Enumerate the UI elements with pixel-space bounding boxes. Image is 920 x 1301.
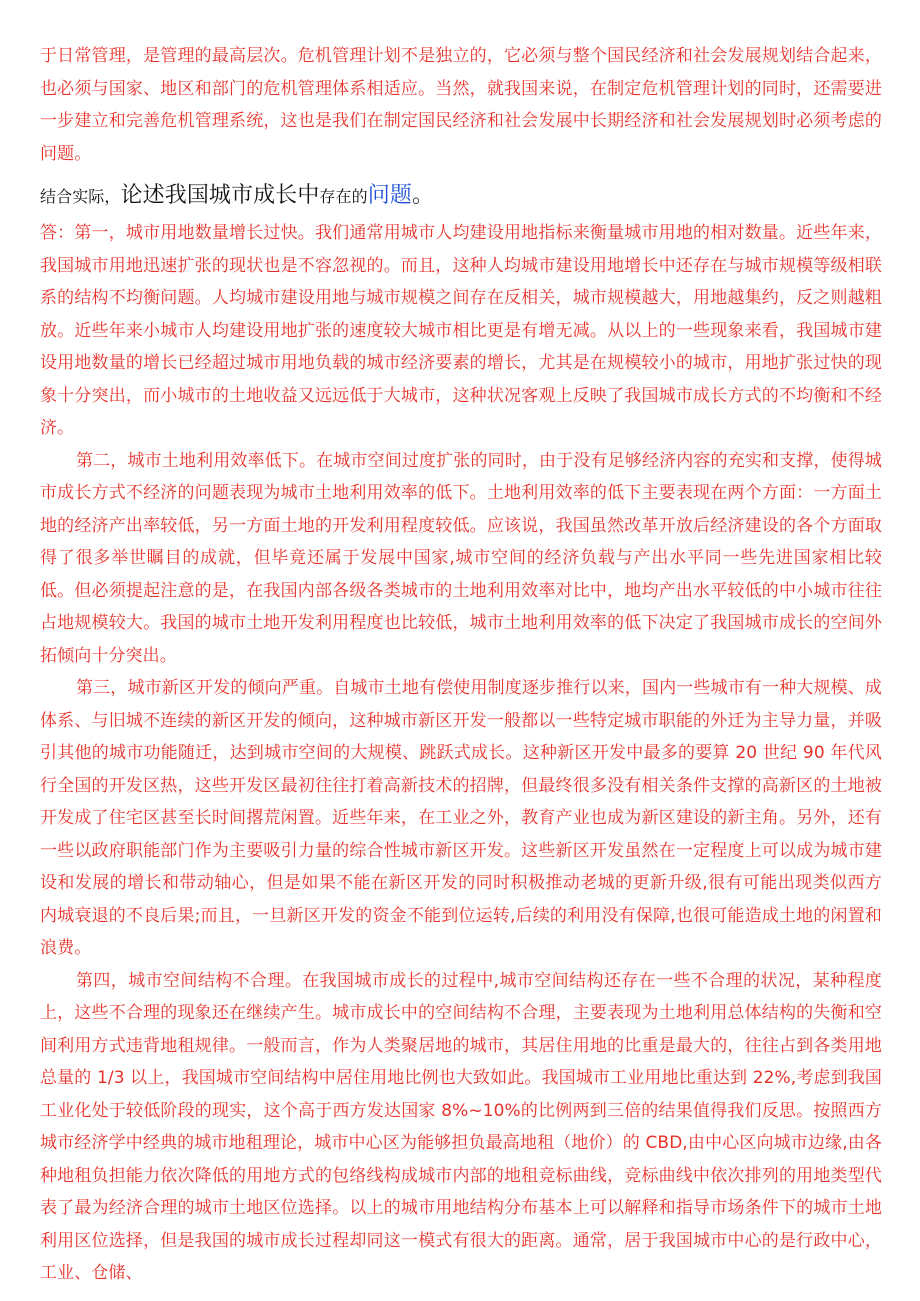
answer-paragraph-2: 第二，城市土地利用效率低下。在城市空间过度扩张的同时，由于没有足够经济内容的充实和支撑，使得城市成长方式不经济的问题表现为城市土地利用效率的低下。土地利用效率的低下主要表现在两个方面：一方面土地的经济产出率较低，另一方面土地的开发利用程度较低。应该说，我国虽然改革开放后经济建设的各个方面取得了很多举世瞩目的成就，但毕竟还属于发展中国家,城市空间的经济负载与产出水平同一些先进国家相比较低。但必须提起注意的是，在我国内部各级各类城市的土地利用效率对比中，地均产出水平较低的中小城市往往占地规模较大。我国的城市土地开发利用程度也比较低，城市土地利用效率的低下决定了我国城市成长的空间外拓倾向十分突出。 (40, 450, 882, 666)
document-page (40, 40, 882, 1290)
question-part-2: 论述我国城市成长中 (120, 183, 320, 208)
intro-paragraph: 于日常管理，是管理的最高层次。危机管理计划不是独立的，它必须与整个国民经济和社会发展规划结合起来，也必须与国家、地区和部门的危机管理体系相适应。当然，就我国来说，在制定危机管理计划的同时，还需要进一步建立和完善危机管理系统，这也是我们在制定国民经济和社会发展中长期经济和社会发展规划时必须考虑的问题。 (40, 46, 882, 164)
question-part-5: 。 (411, 183, 435, 208)
answer-paragraph-4: 第四，城市空间结构不合理。在我国城市成长的过程中,城市空间结构还存在一些不合理的状况，某种程度上，这些不合理的现象还在继续产生。城市成长中的空间结构不合理，主要表现为土地利用总体结构的失衡和空间利用方式违背地租规律。一般而言，作为人类聚居地的城市，其居住用地的比重是最大的，往往占到各类用地总量的 1/3 以上，我国城市空间结构中居住用地比例也大致如此。我国城市工业用地比重达到 22%,考虑到我国工业化处于较低阶段的现实，这个高于西方发达国家 8%~10%的比例两到三倍的结果值得我们反思。按照西方城市经济学中经典的城市地租理论，城市中心区为能够担负最高地租（地价）的 CBD,由中心区向城市边缘,由各种地租负担能力依次降低的用地方式的包络线构成城市内部的地租竞标曲线，竞标曲线中依次排列的用地类型代表了最为经济合理的城市土地区位选择。以上的城市用地结构分布基本上可以解释和指导市场条件下的城市土地利用区位选择，但是我国的城市成长过程却同这一模式有很大的距离。通常，居于我国城市中心的是行政中心，工业、仓储、 (40, 970, 882, 1283)
question-part-1: 结合实际， (40, 187, 121, 206)
question-part-4: 问题 (367, 183, 412, 208)
question-heading (40, 178, 882, 215)
question-part-3: 存在的 (319, 187, 368, 206)
answer-paragraph-1: 答：第一，城市用地数量增长过快。我们通常用城市人均建设用地指标来衡量城市用地的相对数量。近些年来，我国城市用地迅速扩张的现状也是不容忽视的。而且，这种人均城市建设用地增长中还存在与城市规模等级相联系的结构不均衡问题。人均城市建设用地与城市规模之间存在反相关，城市规模越大，用地越集约，反之则越粗放。近些年来小城市人均建设用地扩张的速度较大城市相比更是有增无减。从以上的一些现象来看，我国城市建设用地数量的增长已经超过城市用地负载的城市经济要素的增长，尤其是在规模较小的城市，用地扩张过快的现象十分突出，而小城市的土地收益又远远低于大城市，这种状况客观上反映了我国城市成长方式的不均衡和不经济。 (40, 223, 882, 438)
answer-paragraph-3: 第三，城市新区开发的倾向严重。自城市土地有偿使用制度逐步推行以来，国内一些城市有一种大规模、成体系、与旧城不连续的新区开发的倾向，这种城市新区开发一般都以一些特定城市职能的外迁为主导力量，并吸引其他的城市功能随迁，达到城市空间的大规模、跳跃式成长。这种新区开发中最多的要算 20 世纪 90 年代风行全国的开发区热，这些开发区最初往往打着高新技术的招牌，但最终很多没有相关条件支撑的高新区的土地被开发成了住宅区甚至长时间撂荒闲置。近些年来，在工业之外，教育产业也成为新区建设的新主角。另外，还有一些以政府职能部门作为主要吸引力量的综合性城市新区开发。这些新区开发虽然在一定程度上可以成为城市建设和发展的增长和带动轴心，但是如果不能在新区开发的同时积极推动老城的更新升级,很有可能出现类似西方内城衰退的不良后果;而且，一旦新区开发的资金不能到位运转,后续的利用没有保障,也很可能造成土地的闲置和浪费。 (40, 678, 882, 958)
